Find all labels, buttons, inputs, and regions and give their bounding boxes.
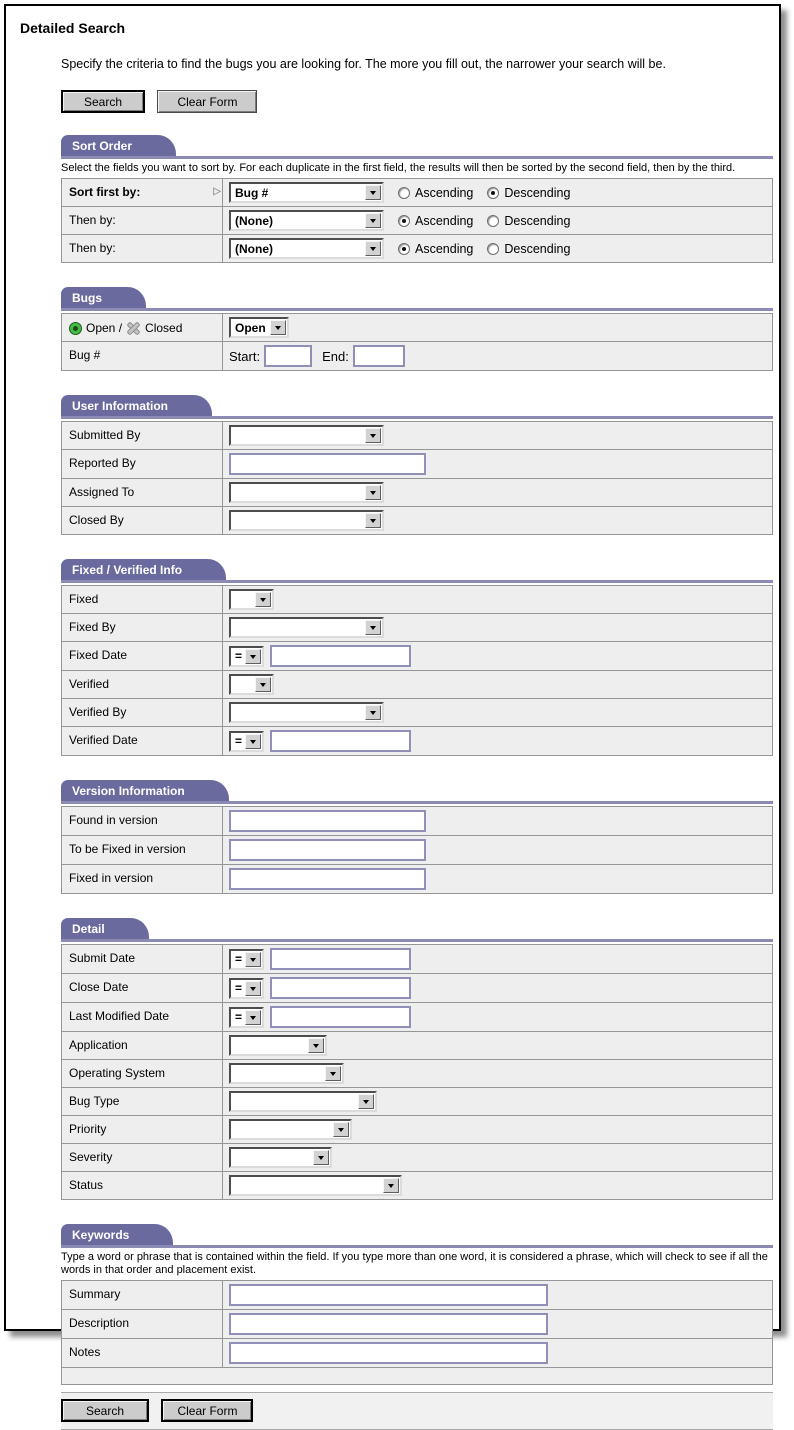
version-information-tab [61,780,229,801]
start-label: Start: [229,348,261,364]
sort2-ascending-radio[interactable] [398,215,410,227]
to-be-fixed-in-version-input[interactable] [229,839,426,861]
sort-then-by-select[interactable]: (None) [229,210,384,231]
row-label: Verified [69,677,110,691]
descending-label: Descending [504,241,571,256]
ascending-label: Ascending [415,185,474,200]
description-input[interactable] [229,1313,548,1335]
open-label: Open / [86,321,123,335]
dropdown-arrow-icon [365,428,381,443]
sort-order-description: Select the fields you want to sort by. For each duplicate in the first field, the results will then be sorted by the second field, then by the third. [61,162,736,174]
clear-form-button[interactable]: Clear Form [157,90,257,113]
table-row [62,973,772,1002]
sort3-ascending-radio[interactable] [398,243,410,255]
verified-by-select[interactable] [229,702,384,723]
summary-input[interactable] [229,1284,548,1306]
bugs-tab-label: Bugs [72,291,102,305]
row-label: Notes [69,1345,101,1359]
application-select[interactable] [229,1035,327,1056]
keywords-tab [61,1224,173,1245]
table-row [62,1087,772,1115]
dropdown-arrow-icon [365,705,381,720]
detailed-search-window [4,4,781,1418]
table-row [62,726,772,755]
row-label: Severity [69,1150,113,1164]
table-row [62,835,772,864]
intro-text: Specify the criteria to find the bugs you are looking for. The more you fill out, the narrower your search will be. [61,57,666,71]
table-row [62,1031,772,1059]
row-label: Reported By [69,456,136,470]
operating-system-select[interactable] [229,1063,344,1084]
closed-by-select[interactable] [229,510,384,531]
table-row [62,234,772,262]
row-label: Operating System [69,1066,166,1080]
fixed-verified-tab-label: Fixed / Verified Info [72,563,183,577]
dropdown-arrow-icon [333,1122,349,1137]
row-label: Application [69,1038,128,1052]
page-title: Detailed Search [20,20,126,36]
dropdown-arrow-icon [245,952,261,967]
table-row [62,1115,772,1143]
sort3-descending-radio[interactable] [487,243,499,255]
row-label: Verified Date [69,733,138,747]
detail-tab [61,918,149,939]
section-version-information [61,780,773,894]
detail-table [61,944,773,1200]
row-label: Priority [69,1122,107,1136]
row-label: Fixed [69,592,99,606]
verified-select[interactable] [229,674,274,695]
table-row [62,1281,772,1309]
table-row [62,698,772,726]
dropdown-arrow-icon [270,320,286,335]
table-row [62,1171,772,1199]
row-label: Summary [69,1287,121,1301]
table-row [62,613,772,641]
status-select[interactable] [229,1175,402,1196]
user-information-tab [61,395,212,416]
dropdown-arrow-icon [365,620,381,635]
bugs-underline [61,308,773,311]
descending-label: Descending [504,185,571,200]
found-in-version-input[interactable] [229,810,426,832]
bug-type-select[interactable] [229,1091,377,1112]
row-label: Fixed in version [69,871,154,885]
row-label: Close Date [69,980,129,994]
table-row [62,1309,772,1338]
table-row [62,641,772,670]
fixed-date-operator-select[interactable]: = [229,646,264,667]
footer-toolbar [61,1392,773,1430]
table-row [62,449,772,478]
bugs-table [61,313,773,371]
sort-first-by-select[interactable]: Bug # [229,182,384,203]
table-row [62,179,772,206]
dropdown-arrow-icon [383,1178,399,1193]
row-label: Description [69,1316,130,1330]
table-row [62,341,772,370]
fixed-by-select[interactable] [229,617,384,638]
row-label: Bug # [69,348,101,362]
table-row [62,1143,772,1171]
row-label: Fixed Date [69,648,128,662]
dropdown-arrow-icon [358,1094,374,1109]
dropdown-arrow-icon [255,592,271,607]
row-label: Verified By [69,705,127,719]
last-modified-date-input[interactable] [270,1006,411,1028]
keywords-underline [61,1245,773,1248]
sort-order-tab [61,135,176,156]
footer-clear-form-button[interactable]: Clear Form [161,1399,253,1422]
row-label: Status [69,1178,104,1192]
table-row [62,422,772,449]
sort-then-by-2-select[interactable]: (None) [229,238,384,259]
row-label: Sort first by: [69,185,141,199]
version-information-underline [61,801,773,804]
section-bugs [61,287,773,371]
row-label: Fixed By [69,620,116,634]
ascending-label: Ascending [415,213,474,228]
close-date-operator-select[interactable]: = [229,978,264,999]
bug-status-select[interactable]: Open [229,317,289,338]
section-user-information [61,395,773,535]
fixed-in-version-input[interactable] [229,868,426,890]
sort1-descending-radio[interactable] [487,187,499,199]
sort2-descending-radio[interactable] [487,215,499,227]
user-information-table [61,421,773,535]
table-row [62,1059,772,1087]
table-row [62,206,772,234]
section-detail [61,918,773,1200]
bugs-tab [61,287,146,308]
version-information-table [61,806,773,894]
fixed-select[interactable] [229,589,274,610]
submit-date-input[interactable] [270,948,411,970]
verified-date-operator-select[interactable]: = [229,731,264,752]
row-label: Then by: [69,213,116,227]
dropdown-arrow-icon [365,485,381,500]
dropdown-arrow-icon [365,513,381,528]
row-label: Closed By [69,513,124,527]
section-sort-order [61,135,773,263]
detail-underline [61,939,773,942]
dropdown-arrow-icon [365,213,381,228]
table-empty-row [62,1367,772,1384]
version-information-tab-label: Version Information [72,784,185,798]
sort-order-tab-label: Sort Order [72,139,133,153]
dropdown-arrow-icon [325,1066,341,1081]
dropdown-arrow-icon [365,185,381,200]
table-row [62,864,772,893]
closed-status-icon [126,321,141,336]
sort-order-table [61,178,773,263]
open-status-icon [69,322,82,335]
dropdown-arrow-icon [245,981,261,996]
sort-order-underline [61,156,773,159]
close-date-input[interactable] [270,977,411,999]
assigned-to-select[interactable] [229,482,384,503]
dropdown-arrow-icon [245,734,261,749]
detail-tab-label: Detail [72,922,105,936]
fixed-date-input[interactable] [270,645,411,667]
section-keywords [61,1224,773,1385]
table-row [62,807,772,835]
table-row [62,478,772,506]
row-label: Found in version [69,813,158,827]
reported-by-input[interactable] [229,453,426,475]
last-modified-date-operator-select[interactable]: = [229,1007,264,1028]
keywords-tab-label: Keywords [72,1228,130,1242]
user-information-underline [61,416,773,419]
dropdown-arrow-icon [313,1150,329,1165]
priority-select[interactable] [229,1119,352,1140]
active-row-arrow-icon: ▷ [213,186,221,197]
table-row [62,314,772,341]
submit-date-operator-select[interactable]: = [229,949,264,970]
severity-select[interactable] [229,1147,332,1168]
closed-label: Closed [145,321,183,335]
table-row [62,670,772,698]
row-label: Submit Date [69,951,136,965]
dropdown-arrow-icon [245,1010,261,1025]
descending-label: Descending [504,213,571,228]
row-label: Submitted By [69,428,141,442]
bug-end-input[interactable] [353,345,405,367]
top-toolbar [61,90,773,113]
footer-search-button[interactable]: Search [61,1399,149,1422]
dropdown-arrow-icon [365,241,381,256]
table-row [62,586,772,613]
user-information-tab-label: User Information [72,399,169,413]
row-label: Last Modified Date [69,1009,170,1023]
bug-start-input[interactable] [264,345,312,367]
dropdown-arrow-icon [245,649,261,664]
table-row [62,945,772,973]
fixed-verified-table [61,585,773,756]
keywords-description: Type a word or phrase that is contained within the field. If you type more than one word, it is considered a phrase, which will check to see if all the words in that order and placement exist. [61,1251,768,1276]
table-row [62,1002,772,1031]
notes-input[interactable] [229,1342,548,1364]
section-fixed-verified-info [61,559,773,756]
row-label: Then by: [69,241,116,255]
dropdown-arrow-icon [255,677,271,692]
submitted-by-select[interactable] [229,425,384,446]
row-label: Assigned To [69,485,135,499]
keywords-table [61,1280,773,1385]
row-label: To be Fixed in version [69,842,186,856]
row-label: Bug Type [69,1094,120,1108]
table-row [62,506,772,534]
search-button[interactable]: Search [61,90,145,113]
end-label: End: [322,348,349,364]
fixed-verified-underline [61,580,773,583]
verified-date-input[interactable] [270,730,411,752]
table-row [62,1338,772,1367]
fixed-verified-tab [61,559,226,580]
dropdown-arrow-icon [308,1038,324,1053]
sort1-ascending-radio[interactable] [398,187,410,199]
ascending-label: Ascending [415,241,474,256]
